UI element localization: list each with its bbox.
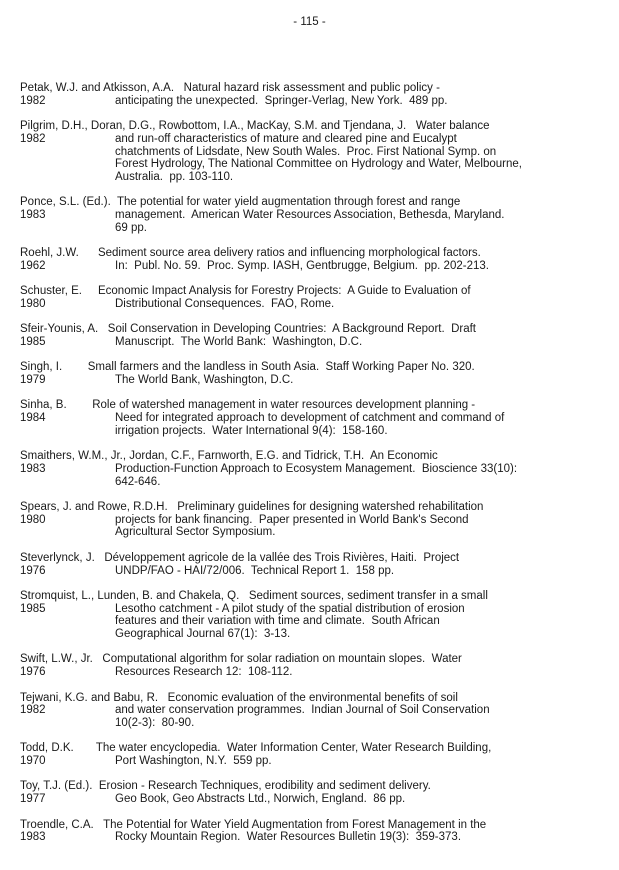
reference-continuation: In: Publ. No. 59. Proc. Symp. IASH, Gentbrugge, Belgium. pp. 202-213.: [115, 259, 489, 272]
reference-line: [20, 425, 605, 438]
reference-continuation: Manuscript. The World Bank: Washington, D.C.: [115, 335, 363, 348]
reference-line: [20, 476, 605, 489]
reference-continuation: Rocky Mountain Region. Water Resources Bulletin 19(3): 359-373.: [115, 831, 462, 844]
reference-entry: [20, 780, 605, 805]
page-number: - 115 -: [293, 16, 326, 28]
reference-continuation: irrigation projects. Water International 9(4): 158-160.: [115, 424, 388, 437]
reference-continuation: Distributional Consequences. FAO, Rome.: [115, 297, 335, 310]
reference-continuation: management. American Water Resources Association, Bethesda, Maryland.: [115, 209, 505, 221]
reference-continuation: Geographical Journal 67(1): 3-13.: [115, 628, 291, 641]
reference-first-line: Sfeir-Younis, A. Soil Conservation in Developing Countries: A Background Report. Draft: [20, 323, 476, 336]
reference-year: 1970: [20, 755, 46, 768]
reference-first-line: Singh, I. Small farmers and the landless in South Asia. Staff Working Paper No. 320.: [20, 361, 475, 374]
reference-year: 1979: [20, 374, 46, 387]
reference-first-line: Sinha, B. Role of watershed management in water resources development planning -: [20, 399, 476, 412]
reference-first-line: Toy, T.J. (Ed.). Erosion - Research Techniques, erodibility and sediment delivery.: [20, 780, 431, 793]
reference-entry: [20, 361, 605, 386]
reference-continuation: UNDP/FAO - HAI/72/006. Technical Report 1. 158 pp.: [115, 564, 395, 577]
reference-entry: [20, 285, 605, 310]
reference-continuation: projects for bank financing. Paper presented in World Bank's Second: [115, 513, 469, 526]
reference-entry: [20, 590, 605, 641]
reference-line: [20, 514, 605, 527]
reference-continuation: Australia. pp. 103-110.: [115, 170, 234, 183]
reference-line: [20, 615, 605, 628]
reference-first-line: Ponce, S.L. (Ed.). The potential for water yield augmentation through forest and range: [20, 196, 461, 209]
reference-continuation: The World Bank, Washington, D.C.: [115, 374, 294, 387]
reference-entry: [20, 399, 605, 437]
reference-entry: [20, 450, 605, 488]
reference-continuation: 642-646.: [115, 475, 161, 488]
reference-continuation: features and their variation with time and climate. South African: [115, 615, 440, 628]
reference-line: [20, 298, 605, 311]
reference-year: 1983: [20, 831, 46, 844]
reference-line: [20, 793, 605, 806]
reference-year: 1982: [20, 132, 46, 145]
reference-first-line: Petak, W.J. and Atkisson, A.A. Natural hazard risk assessment and public policy -: [20, 82, 440, 94]
reference-line: [20, 603, 605, 616]
reference-continuation: chatchments of Lidsdate, New South Wales. Proc. First National Symp. on: [115, 145, 497, 158]
reference-first-line: Schuster, E. Economic Impact Analysis for Forestry Projects: A Guide to Evaluation of: [20, 285, 471, 298]
reference-line: [20, 158, 605, 171]
reference-year: 1980: [20, 297, 46, 310]
reference-line: [20, 704, 605, 717]
reference-line: [20, 146, 605, 159]
reference-continuation: Need for integrated approach to development of catchment and command of: [115, 412, 505, 425]
reference-line: [20, 374, 605, 387]
reference-continuation: Resources Research 12: 108-112.: [115, 666, 293, 679]
reference-year: 1985: [20, 335, 46, 348]
reference-continuation: and run-off characteristics of mature and cleared pine and Eucalypt: [115, 132, 457, 145]
reference-continuation: Geo Book, Geo Abstracts Ltd., Norwich, England. 86 pp.: [115, 793, 406, 806]
reference-year: 1980: [20, 513, 46, 526]
reference-line: [20, 133, 605, 146]
reference-first-line: Stromquist, L., Lunden, B. and Chakela, Q. Sediment sources, sediment transfer in a small: [20, 589, 488, 602]
reference-continuation: Lesotho catchment - A pilot study of the spatial distribution of erosion: [115, 602, 465, 615]
reference-continuation: Production-Function Approach to Ecosystem Management. Bioscience 33(10):: [115, 462, 518, 475]
reference-line: [20, 412, 605, 425]
reference-line: [20, 717, 605, 730]
reference-list: [20, 82, 605, 857]
reference-line: [20, 831, 605, 844]
reference-entry: [20, 196, 605, 234]
reference-entry: [20, 819, 605, 844]
reference-year: 1983: [20, 462, 46, 475]
reference-year: 1976: [20, 564, 46, 577]
reference-continuation: 69 pp.: [115, 221, 147, 234]
reference-line: [20, 755, 605, 768]
reference-entry: [20, 552, 605, 577]
reference-year: 1982: [20, 704, 46, 717]
reference-line: [20, 260, 605, 273]
reference-line: [20, 565, 605, 578]
reference-first-line: Roehl, J.W. Sediment source area delivery ratios and influencing morphological factors.: [20, 247, 481, 260]
reference-line: [20, 526, 605, 539]
reference-first-line: Smaithers, W.M., Jr., Jordan, C.F., Farnworth, E.G. and Tidrick, T.H. An Economic: [20, 450, 438, 463]
reference-continuation: anticipating the unexpected. Springer-Verlag, New York. 489 pp.: [115, 94, 448, 107]
reference-line: [20, 336, 605, 349]
reference-entry: [20, 323, 605, 348]
reference-first-line: Tejwani, K.G. and Babu, R. Economic evaluation of the environmental benefits of soil: [20, 691, 458, 704]
reference-first-line: Spears, J. and Rowe, R.D.H. Preliminary guidelines for designing watershed rehabilitation: [20, 501, 484, 514]
reference-line: [20, 222, 605, 235]
reference-continuation: 10(2-3): 80-90.: [115, 716, 195, 729]
reference-year: 1977: [20, 793, 46, 806]
reference-entry: [20, 501, 605, 539]
reference-line: [20, 666, 605, 679]
reference-entry: [20, 247, 605, 272]
reference-first-line: Steverlynck, J. Développement agricole de la vallée des Trois Rivières, Haiti. Project: [20, 551, 460, 564]
reference-first-line: Troendle, C.A. The Potential for Water Yield Augmentation from Forest Management in the: [20, 818, 487, 831]
reference-entry: [20, 653, 605, 678]
reference-continuation: Forest Hydrology, The National Committee on Hydrology and Water, Melbourne,: [115, 158, 522, 171]
reference-year: 1983: [20, 209, 46, 221]
reference-year: 1984: [20, 412, 46, 425]
reference-continuation: Agricultural Sector Symposium.: [115, 526, 276, 539]
reference-year: 1962: [20, 259, 46, 272]
reference-line: [20, 463, 605, 476]
reference-line: [20, 628, 605, 641]
reference-year: 1982: [20, 94, 46, 107]
reference-first-line: Swift, L.W., Jr. Computational algorithm for solar radiation on mountain slopes. Water: [20, 653, 462, 666]
reference-line: [20, 209, 605, 222]
reference-first-line: Pilgrim, D.H., Doran, D.G., Rowbottom, I.A., MacKay, S.M. and Tjendana, J. Water balance: [20, 120, 490, 133]
reference-entry: [20, 692, 605, 730]
reference-continuation: and water conservation programmes. Indian Journal of Soil Conservation: [115, 704, 490, 717]
reference-line: [20, 171, 605, 184]
reference-continuation: Port Washington, N.Y. 559 pp.: [115, 755, 272, 768]
reference-first-line: Todd, D.K. The water encyclopedia. Water Information Center, Water Research Building,: [20, 742, 492, 755]
reference-entry: [20, 742, 605, 767]
reference-entry: [20, 82, 605, 107]
reference-line: [20, 95, 605, 108]
reference-year: 1976: [20, 666, 46, 679]
reference-entry: [20, 120, 605, 184]
reference-year: 1985: [20, 602, 46, 615]
